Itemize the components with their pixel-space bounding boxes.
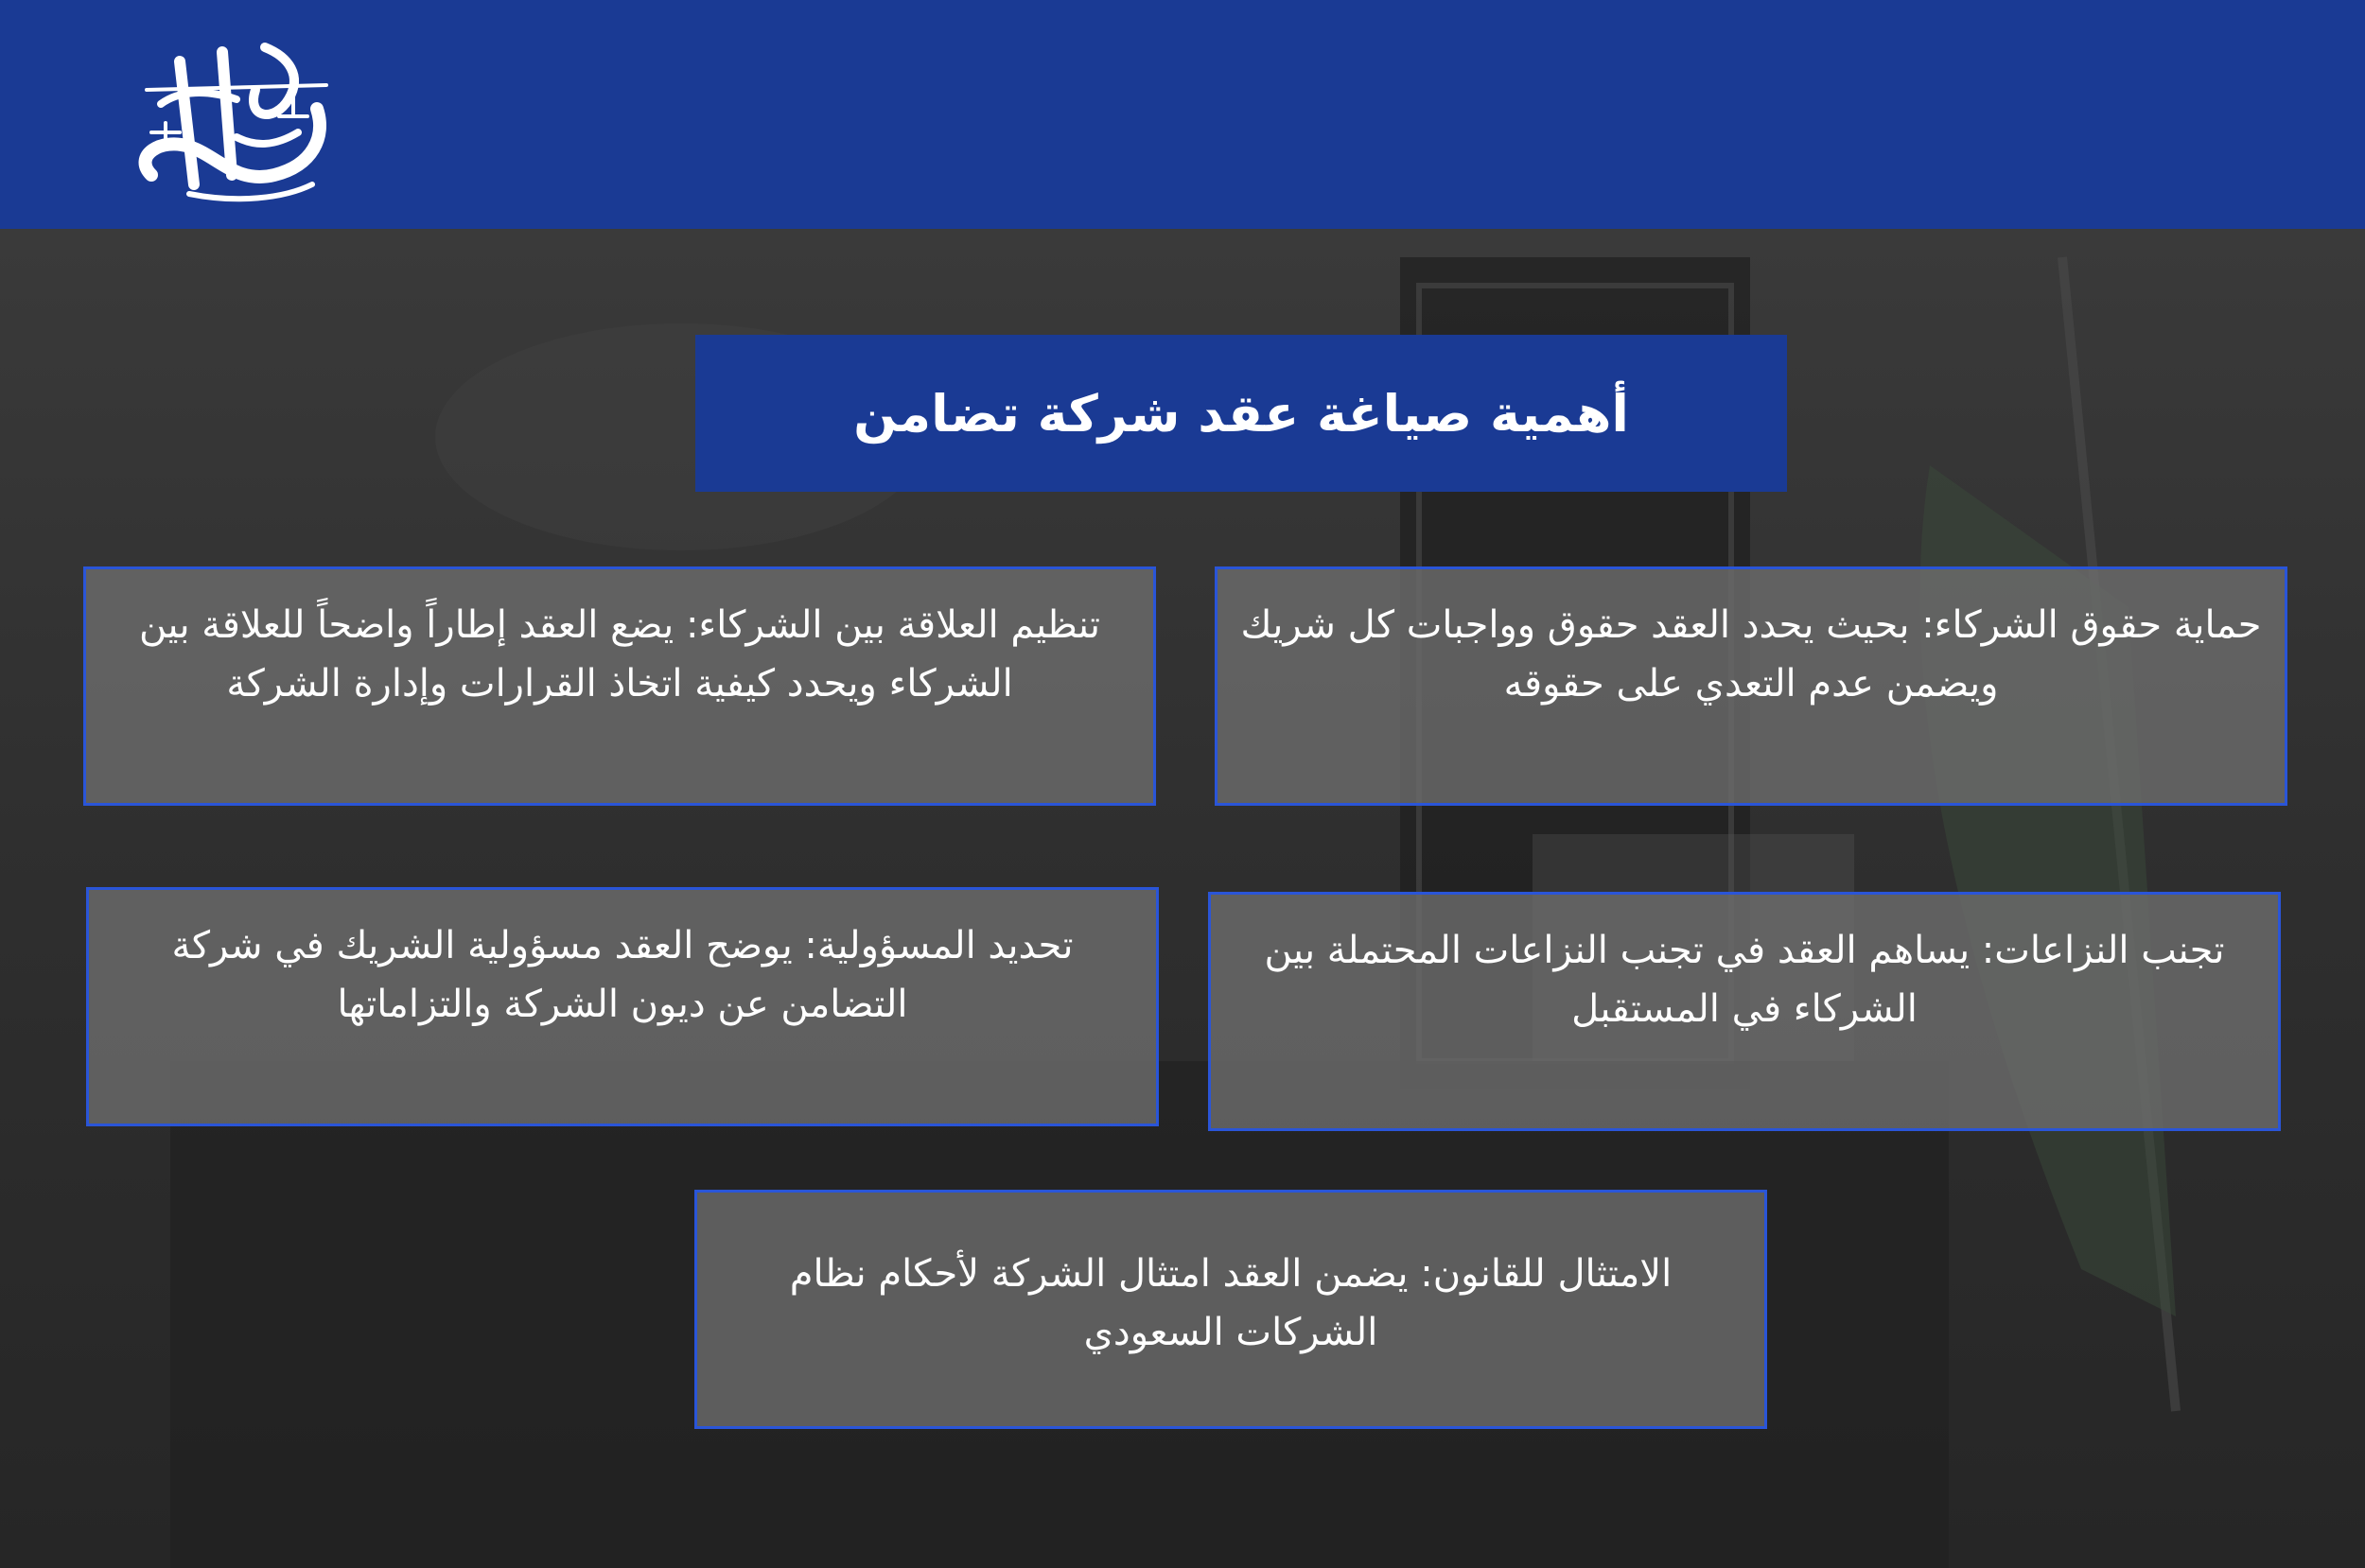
page-title: أهمية صياغة عقد شركة تضامن <box>853 383 1629 444</box>
header-bar <box>0 0 2365 229</box>
card-avoid-disputes-text: تجنب النزاعات: يساهم العقد في تجنب النزاعات المحتملة بين الشركاء في المستقبل <box>1264 929 2225 1031</box>
card-law-compliance-text: الامتثال للقانون: يضمن العقد امتثال الشركة لأحكام نظام الشركات السعودي <box>789 1252 1673 1354</box>
card-partner-rights <box>1215 566 2287 806</box>
title-banner <box>695 335 1787 492</box>
card-avoid-disputes <box>1208 892 2281 1131</box>
card-liability-text: تحديد المسؤولية: يوضح العقد مسؤولية الشريك في شركة التضامن عن ديون الشركة والتزاماتها <box>171 924 1074 1026</box>
card-law-compliance <box>694 1190 1767 1429</box>
card-partner-rights-text: حماية حقوق الشركاء: بحيث يحدد العقد حقوق وواجبات كل شريك ويضمن عدم التعدي على حقوقه <box>1240 603 2262 706</box>
card-partner-relation <box>83 566 1156 806</box>
card-liability <box>86 887 1159 1126</box>
calligraphy-logo-icon <box>123 33 341 208</box>
card-partner-relation-text: تنظيم العلاقة بين الشركاء: يضع العقد إطاراً واضحاً للعلاقة بين الشركاء ويحدد كيفية اتخاذ القرارات وإدارة الشركة <box>138 603 1101 706</box>
